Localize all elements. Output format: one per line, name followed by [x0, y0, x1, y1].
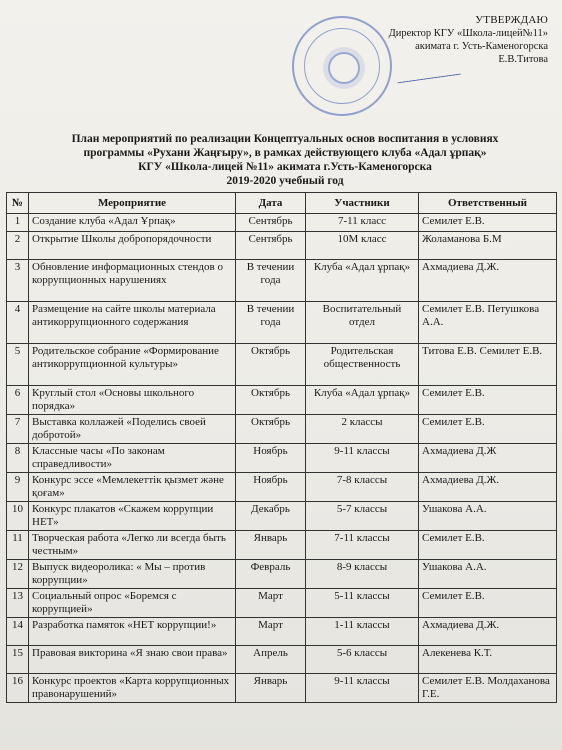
cell-date: Октябрь — [236, 344, 306, 386]
cell-date: Декабрь — [236, 502, 306, 531]
table-row — [7, 344, 557, 386]
cell-num: 2 — [7, 232, 29, 260]
cell-participants: 5-7 классы — [306, 502, 419, 531]
cell-responsible: Ахмадиева Д.Ж. — [419, 618, 557, 646]
cell-participants: 7-11 класс — [306, 214, 419, 232]
cell-num: 9 — [7, 473, 29, 502]
table-row — [7, 674, 557, 703]
cell-participants: 8-9 классы — [306, 560, 419, 589]
cell-event: Классные часы «По законам справедливости» — [29, 444, 236, 473]
cell-num: 16 — [7, 674, 29, 703]
table-row — [7, 260, 557, 302]
cell-date: В течении года — [236, 260, 306, 302]
cell-participants: 9-11 классы — [306, 444, 419, 473]
cell-participants: 5-11 классы — [306, 589, 419, 618]
table-row — [7, 386, 557, 415]
cell-date: Ноябрь — [236, 444, 306, 473]
cell-responsible: Титова Е.В. Семилет Е.В. — [419, 344, 557, 386]
cell-event: Правовая викторина «Я знаю свои права» — [29, 646, 236, 674]
table-row — [7, 302, 557, 344]
cell-date: Январь — [236, 531, 306, 560]
cell-event: Конкурс плакатов «Скажем коррупции НЕТ» — [29, 502, 236, 531]
header-num: № — [7, 193, 29, 214]
cell-participants: 9-11 классы — [306, 674, 419, 703]
cell-participants: 10М класс — [306, 232, 419, 260]
cell-responsible: Семилет Е.В. Молдаханова Г.Е. — [419, 674, 557, 703]
cell-event: Разработка памяток «НЕТ коррупции!» — [29, 618, 236, 646]
table-row — [7, 531, 557, 560]
cell-num: 1 — [7, 214, 29, 232]
cell-num: 11 — [7, 531, 29, 560]
cell-num: 3 — [7, 260, 29, 302]
title-line: КГУ «Школа-лицей №11» акимата г.Усть-Каменогорска — [138, 161, 432, 173]
cell-date: Март — [236, 589, 306, 618]
cell-date: Февраль — [236, 560, 306, 589]
header-date: Дата — [236, 193, 306, 214]
table-row — [7, 502, 557, 531]
cell-participants: Клуба «Адал ұрпақ» — [306, 260, 419, 302]
cell-responsible: Семилет Е.В. — [419, 589, 557, 618]
cell-responsible: Семилет Е.В. — [419, 531, 557, 560]
cell-event: Обновление информационных стендов о коррупционных нарушениях — [29, 260, 236, 302]
cell-num: 5 — [7, 344, 29, 386]
cell-date: Январь — [236, 674, 306, 703]
table-row — [7, 444, 557, 473]
header-event: Мероприятие — [29, 193, 236, 214]
title-line: План мероприятий по реализации Концептуальных основ воспитания в условиях — [71, 133, 499, 145]
table-row — [7, 618, 557, 646]
cell-responsible: Ахмадиева Д.Ж. — [419, 260, 557, 302]
cell-date: Сентябрь — [236, 214, 306, 232]
approval-line: акимата г. Усть-Каменогорска — [415, 41, 548, 52]
table-row — [7, 560, 557, 589]
cell-participants: Родительская общественность — [306, 344, 419, 386]
cell-event: Выпуск видеоролика: « Мы – против коррупции» — [29, 560, 236, 589]
cell-event: Выставка коллажей «Поделись своей добротой» — [29, 415, 236, 444]
cell-event: Открытие Школы добропорядочности — [29, 232, 236, 260]
cell-num: 12 — [7, 560, 29, 589]
cell-num: 6 — [7, 386, 29, 415]
table-row — [7, 214, 557, 232]
cell-participants: 7-11 классы — [306, 531, 419, 560]
cell-num: 15 — [7, 646, 29, 674]
cell-num: 14 — [7, 618, 29, 646]
cell-num: 4 — [7, 302, 29, 344]
cell-date: Октябрь — [236, 415, 306, 444]
title-line: 2019-2020 учебный год — [226, 175, 344, 187]
table-row — [7, 589, 557, 618]
cell-event: Размещение на сайте школы материала антикоррупционного содержания — [29, 302, 236, 344]
cell-event: Круглый стол «Основы школьного порядка» — [29, 386, 236, 415]
cell-event: Создание клуба «Адал Ұрпақ» — [29, 214, 236, 232]
cell-event: Родительское собрание «Формирование антикоррупционной культуры» — [29, 344, 236, 386]
cell-responsible: Ахмадиева Д.Ж — [419, 444, 557, 473]
cell-participants: Воспитательный отдел — [306, 302, 419, 344]
title-line: программы «Рухани Жаңғыру», в рамках действующего клуба «Адал ұрпақ» — [83, 147, 487, 159]
cell-num: 13 — [7, 589, 29, 618]
approval-line: Директор КГУ «Школа-лицей№11» — [388, 28, 548, 39]
cell-participants: 5-6 классы — [306, 646, 419, 674]
approval-signer: Е.В.Титова — [498, 54, 548, 65]
cell-date: Ноябрь — [236, 473, 306, 502]
cell-responsible: Ушакова А.А. — [419, 502, 557, 531]
cell-event: Конкурс эссе «Мемлекеттік қызмет және қоғам» — [29, 473, 236, 502]
header-responsible: Ответственный — [419, 193, 557, 214]
cell-date: В течении года — [236, 302, 306, 344]
cell-event: Творческая работа «Легко ли всегда быть честным» — [29, 531, 236, 560]
cell-date: Март — [236, 618, 306, 646]
cell-responsible: Семилет Е.В. — [419, 214, 557, 232]
cell-date: Октябрь — [236, 386, 306, 415]
document-title — [20, 132, 550, 188]
cell-num: 7 — [7, 415, 29, 444]
cell-participants: 2 классы — [306, 415, 419, 444]
cell-responsible: Ушакова А.А. — [419, 560, 557, 589]
header-participants: Участники — [306, 193, 419, 214]
approval-heading: УТВЕРЖДАЮ — [475, 14, 548, 26]
table-row — [7, 232, 557, 260]
cell-responsible: Жоламанова Б.М — [419, 232, 557, 260]
table-row — [7, 473, 557, 502]
events-table — [6, 192, 557, 703]
cell-responsible: Семилет Е.В. — [419, 415, 557, 444]
cell-responsible: Ахмадиева Д.Ж. — [419, 473, 557, 502]
cell-event: Конкурс проектов «Карта коррупционных правонарушений» — [29, 674, 236, 703]
cell-responsible: Семилет Е.В. Петушкова А.А. — [419, 302, 557, 344]
official-stamp — [292, 16, 392, 116]
cell-responsible: Семилет Е.В. — [419, 386, 557, 415]
table-row — [7, 415, 557, 444]
table-row — [7, 646, 557, 674]
cell-num: 8 — [7, 444, 29, 473]
cell-event: Социальный опрос «Боремся с коррупцией» — [29, 589, 236, 618]
cell-participants: 1-11 классы — [306, 618, 419, 646]
cell-num: 10 — [7, 502, 29, 531]
cell-participants: Клуба «Адал ұрпақ» — [306, 386, 419, 415]
cell-date: Апрель — [236, 646, 306, 674]
approval-block — [389, 14, 548, 66]
cell-responsible: Алекенева К.Т. — [419, 646, 557, 674]
cell-date: Сентябрь — [236, 232, 306, 260]
table-header-row — [7, 193, 557, 214]
cell-participants: 7-8 классы — [306, 473, 419, 502]
